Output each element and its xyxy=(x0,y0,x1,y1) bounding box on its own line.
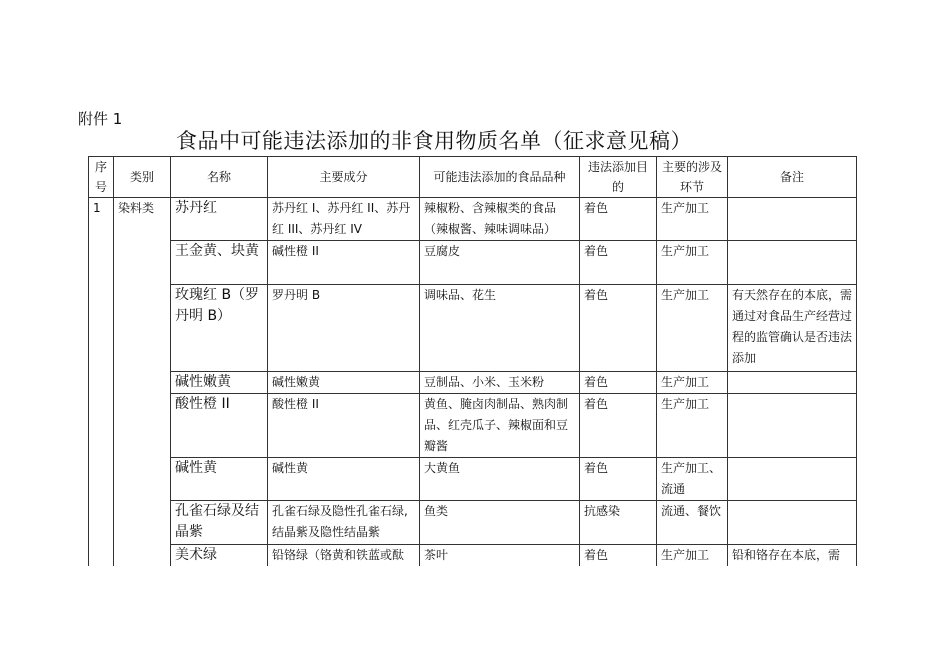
table-row xyxy=(89,501,857,545)
row-name-cell: 玫瑰红 B（罗丹明 B） xyxy=(171,285,268,372)
row-purpose-cell: 着色 xyxy=(580,458,657,501)
row-name-cell: 苏丹红 xyxy=(171,198,268,241)
row-foods-cell: 鱼类 xyxy=(420,501,580,545)
row-purpose-cell: 着色 xyxy=(580,198,657,241)
header-index: 序号 xyxy=(89,157,114,198)
row-notes-cell: 铅和铬存在本底，需 xyxy=(728,545,857,567)
row-ingredients-cell: 酸性橙 II xyxy=(268,394,420,458)
substance-table xyxy=(88,156,857,566)
row-purpose-cell: 着色 xyxy=(580,545,657,567)
row-name-cell: 孔雀石绿及结晶紫 xyxy=(171,501,268,545)
row-notes-cell xyxy=(728,198,857,241)
header-category: 类别 xyxy=(114,157,171,198)
row-purpose-cell: 着色 xyxy=(580,372,657,394)
row-notes-cell: 有天然存在的本底，需通过对食品生产经营过程的监管确认是否违法添加 xyxy=(728,285,857,372)
row-notes-cell xyxy=(728,394,857,458)
row-foods-cell: 辣椒粉、含辣椒类的食品（辣椒酱、辣味调味品） xyxy=(420,198,580,241)
row-name-cell: 王金黄、块黄 xyxy=(171,241,268,285)
row-purpose-cell: 抗感染 xyxy=(580,501,657,545)
table-row xyxy=(89,198,857,241)
row-ingredients-cell: 罗丹明 B xyxy=(268,285,420,372)
row-ingredients-cell: 碱性嫩黄 xyxy=(268,372,420,394)
table-row xyxy=(89,458,857,501)
row-ingredients-cell: 苏丹红 I、苏丹红 II、苏丹红 III、苏丹红 IV xyxy=(268,198,420,241)
row-name-cell: 酸性橙 II xyxy=(171,394,268,458)
table-row xyxy=(89,285,857,372)
row-stage-cell: 生产加工 xyxy=(657,372,728,394)
row-notes-cell xyxy=(728,501,857,545)
table-row xyxy=(89,372,857,394)
row-stage-cell: 生产加工、流通 xyxy=(657,458,728,501)
row-stage-cell: 生产加工 xyxy=(657,394,728,458)
row-purpose-cell: 着色 xyxy=(580,394,657,458)
header-name: 名称 xyxy=(171,157,268,198)
document-title: 食品中可能违法添加的非食用物质名单（征求意见稿） xyxy=(176,129,692,153)
row-foods-cell: 大黄鱼 xyxy=(420,458,580,501)
row-ingredients-cell: 孔雀石绿及隐性孔雀石绿, 结晶紫及隐性结晶紫 xyxy=(268,501,420,545)
header-purpose: 违法添加目的 xyxy=(580,157,657,198)
row-foods-cell: 茶叶 xyxy=(420,545,580,567)
row-notes-cell xyxy=(728,458,857,501)
header-ingredients: 主要成分 xyxy=(268,157,420,198)
row-ingredients-cell: 碱性黄 xyxy=(268,458,420,501)
row-purpose-cell: 着色 xyxy=(580,285,657,372)
row-foods-cell: 黄鱼、腌卤肉制品、熟肉制品、红壳瓜子、辣椒面和豆瓣酱 xyxy=(420,394,580,458)
row-foods-cell: 豆制品、小米、玉米粉 xyxy=(420,372,580,394)
row-name-cell: 碱性嫩黄 xyxy=(171,372,268,394)
row-notes-cell xyxy=(728,241,857,285)
row-stage-cell: 流通、餐饮 xyxy=(657,501,728,545)
table-header-row xyxy=(89,157,857,198)
row-stage-cell: 生产加工 xyxy=(657,198,728,241)
table-row xyxy=(89,545,857,567)
table-row xyxy=(89,241,857,285)
row-notes-cell xyxy=(728,372,857,394)
row-category-cell: 染料类 xyxy=(114,198,171,567)
row-name-cell: 美术绿 xyxy=(171,545,268,567)
attachment-label: 附件 1 xyxy=(78,110,123,128)
row-stage-cell: 生产加工 xyxy=(657,545,728,567)
header-notes: 备注 xyxy=(728,157,857,198)
row-ingredients-cell: 铅铬绿（铬黄和铁蓝或酞 xyxy=(268,545,420,567)
row-foods-cell: 调味品、花生 xyxy=(420,285,580,372)
table-row xyxy=(89,394,857,458)
row-foods-cell: 豆腐皮 xyxy=(420,241,580,285)
header-stage: 主要的涉及环节 xyxy=(657,157,728,198)
row-stage-cell: 生产加工 xyxy=(657,241,728,285)
header-foods: 可能违法添加的食品品种 xyxy=(420,157,580,198)
row-stage-cell: 生产加工 xyxy=(657,285,728,372)
row-ingredients-cell: 碱性橙 II xyxy=(268,241,420,285)
row-purpose-cell: 着色 xyxy=(580,241,657,285)
row-name-cell: 碱性黄 xyxy=(171,458,268,501)
row-index-cell: 1 xyxy=(89,198,114,567)
